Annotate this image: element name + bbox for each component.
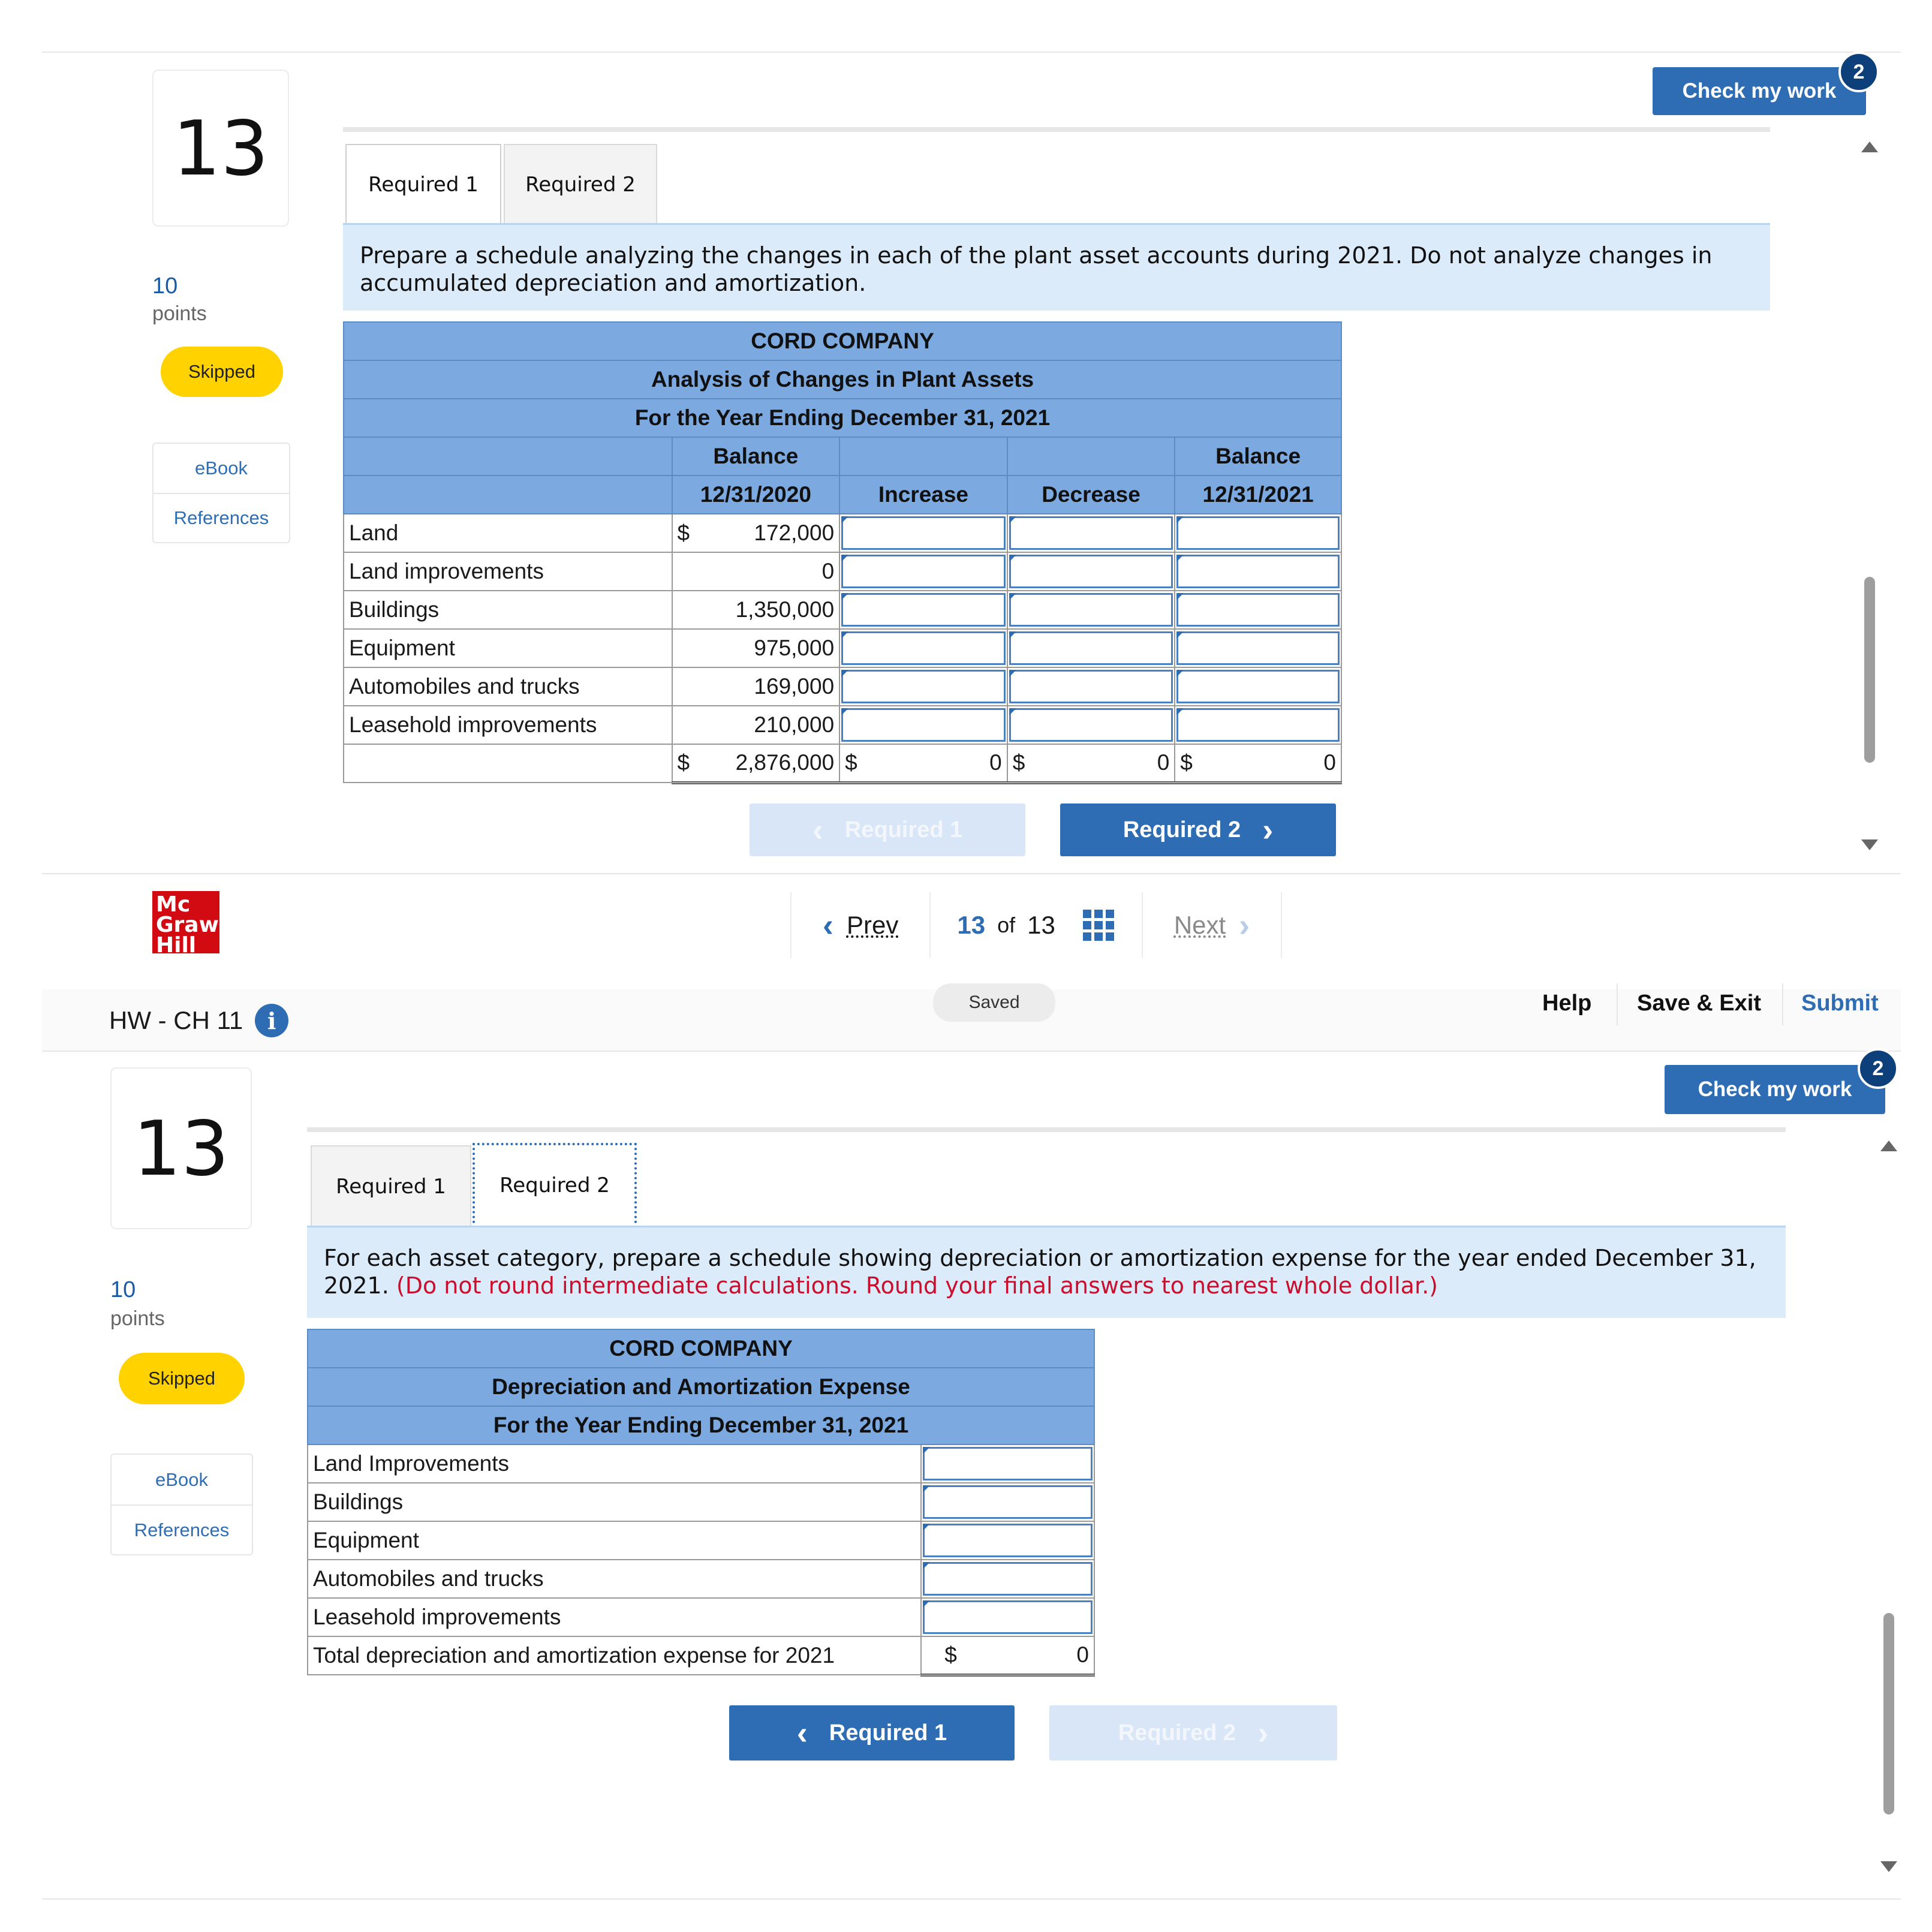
decrease-input[interactable] (1009, 593, 1173, 627)
ending-balance-input[interactable] (1176, 670, 1340, 703)
prev-button[interactable] (792, 907, 929, 944)
chevron-left-icon: ‹ (812, 812, 823, 848)
chevron-left-icon: ‹ (796, 1715, 808, 1751)
table-period: For the Year Ending December 31, 2021 (308, 1406, 1094, 1445)
plant-assets-table (343, 321, 1342, 784)
col-date-2021: 12/31/2021 (1175, 476, 1341, 514)
chevron-right-icon: › (1262, 812, 1274, 848)
expense-input[interactable] (923, 1485, 1093, 1519)
row-label: Equipment (308, 1521, 921, 1560)
currency-sign: $ (1180, 750, 1193, 775)
row-label: Automobiles and trucks (344, 667, 672, 706)
table-row (344, 591, 1341, 629)
totals-row (308, 1636, 1094, 1675)
references-link[interactable]: References (154, 493, 289, 542)
ending-balance-input[interactable] (1176, 708, 1340, 742)
assignment-title (109, 989, 288, 1052)
increase-input[interactable] (841, 708, 1006, 742)
next-label: Next (1173, 911, 1226, 939)
row-label: Buildings (344, 591, 672, 629)
table-subtitle: Analysis of Changes in Plant Assets (344, 360, 1341, 399)
scroll-down-icon[interactable] (1861, 839, 1878, 850)
resources-box (152, 443, 290, 543)
submit-link[interactable]: Submit (1801, 991, 1879, 1016)
increase-input[interactable] (841, 593, 1006, 627)
row-label: Land (344, 514, 672, 552)
points-value: 10 (152, 273, 178, 299)
row-label: Land improvements (344, 552, 672, 591)
currency-sign: $ (677, 520, 690, 545)
help-link[interactable]: Help (1542, 991, 1592, 1016)
increase-input[interactable] (841, 555, 1006, 588)
table-row (344, 706, 1341, 744)
ending-balance-input[interactable] (1176, 631, 1340, 665)
bottom-divider (42, 1898, 1901, 1900)
table-row (344, 629, 1341, 667)
points-value: 10 (110, 1277, 136, 1302)
balance-value: 1,350,000 (672, 591, 840, 629)
scroll-down-icon[interactable] (1880, 1861, 1897, 1872)
button-label: Required 2 (1118, 1720, 1236, 1746)
table-row (308, 1483, 1094, 1521)
required-1-nav-button[interactable] (729, 1705, 1015, 1761)
row-label: Land Improvements (308, 1445, 921, 1483)
check-count-badge: 2 (1858, 1048, 1898, 1089)
decrease-input[interactable] (1009, 708, 1173, 742)
total-increase: 0 (989, 750, 1002, 775)
table-title: CORD COMPANY (308, 1329, 1094, 1368)
scrollbar-thumb[interactable] (1883, 1613, 1894, 1814)
scrollbar-thumb[interactable] (1864, 577, 1875, 763)
total-balance: 2,876,000 (735, 750, 835, 775)
points-label: points (152, 302, 207, 325)
balance-value: 210,000 (672, 706, 840, 744)
of-label: of (997, 913, 1016, 937)
currency-sign: $ (845, 750, 857, 775)
balance-value: 172,000 (754, 520, 835, 545)
currency-sign: $ (677, 750, 690, 775)
total-pages: 13 (1027, 911, 1055, 939)
divider (1782, 983, 1783, 1025)
col-increase: Increase (839, 476, 1007, 514)
instruction-text: Prepare a schedule analyzing the changes in each of the plant asset accounts during 2021. Do not analyze changes in accumulated depreciation and amortization. (343, 223, 1770, 311)
current-page: 13 (957, 911, 986, 939)
chevron-right-icon: › (1257, 1715, 1269, 1751)
ending-balance-input[interactable] (1176, 593, 1340, 627)
row-label: Equipment (344, 629, 672, 667)
save-exit-link[interactable]: Save & Exit (1637, 991, 1761, 1016)
increase-input[interactable] (841, 516, 1006, 550)
prev-label: Prev (846, 911, 899, 939)
scroll-up-icon[interactable] (1861, 142, 1878, 152)
required-1-nav-button[interactable] (750, 804, 1025, 856)
depreciation-table (307, 1329, 1095, 1677)
total-decrease: 0 (1157, 750, 1170, 775)
table-row (308, 1598, 1094, 1636)
status-badge: Skipped (161, 347, 283, 397)
table-title: CORD COMPANY (344, 322, 1341, 360)
expense-input[interactable] (923, 1600, 1093, 1634)
question-pager (790, 892, 1282, 958)
next-button[interactable] (1143, 907, 1281, 944)
assignment-name: HW - CH 11 (109, 1006, 243, 1034)
col-date-2020: 12/31/2020 (672, 476, 840, 514)
chevron-left-icon: ‹ (823, 907, 833, 943)
table-row (344, 667, 1341, 706)
scroll-up-icon[interactable] (1880, 1140, 1897, 1151)
tab-required-1[interactable]: Required 1 (345, 144, 501, 224)
currency-sign: $ (1012, 750, 1025, 775)
grid-icon[interactable] (1082, 908, 1115, 942)
tab-required-2[interactable]: Required 2 (473, 1143, 637, 1228)
mcgraw-hill-logo: Mc Graw Hill (152, 891, 219, 953)
table-row (308, 1560, 1094, 1598)
table-row (308, 1445, 1094, 1483)
decrease-input[interactable] (1009, 516, 1173, 550)
total-expense: 0 (1076, 1642, 1089, 1668)
col-balance-start: Balance (672, 437, 840, 476)
increase-input[interactable] (841, 631, 1006, 665)
expense-input[interactable] (923, 1524, 1093, 1557)
table-subtitle: Depreciation and Amortization Expense (308, 1368, 1094, 1406)
resources-box (110, 1453, 253, 1555)
table-row (344, 514, 1341, 552)
increase-input[interactable] (841, 670, 1006, 703)
row-label: Buildings (308, 1483, 921, 1521)
decrease-input[interactable] (1009, 555, 1173, 588)
totals-row (344, 744, 1341, 783)
table-row (308, 1521, 1094, 1560)
button-label: Required 2 (1123, 817, 1241, 842)
ebook-link[interactable]: eBook (195, 458, 248, 479)
total-label: Total depreciation and amortization expense for 2021 (308, 1636, 921, 1675)
ebook-link[interactable]: eBook (155, 1468, 208, 1490)
page-indicator[interactable] (931, 908, 1141, 942)
tab-bar-top (307, 1127, 1786, 1132)
decrease-input[interactable] (1009, 670, 1173, 703)
table-period: For the Year Ending December 31, 2021 (344, 399, 1341, 437)
chevron-right-icon: › (1239, 907, 1250, 943)
divider (1617, 983, 1618, 1025)
question-number: 13 (152, 70, 289, 227)
col-decrease: Decrease (1007, 476, 1175, 514)
ending-balance-input[interactable] (1176, 516, 1340, 550)
required-2-nav-button[interactable] (1060, 804, 1336, 856)
balance-value: 169,000 (672, 667, 840, 706)
saved-status: Saved (933, 983, 1055, 1022)
check-my-work-button[interactable]: Check my work (1665, 1065, 1885, 1114)
tab-required-1[interactable]: Required 1 (311, 1145, 471, 1227)
tab-bar-top (343, 127, 1770, 132)
rounding-note: (Do not round intermediate calculations. Round your final answers to nearest whole dollar.) (396, 1272, 1438, 1299)
references-link[interactable]: References (112, 1504, 252, 1554)
expense-input[interactable] (923, 1562, 1093, 1596)
instruction-main: For each asset category, prepare a schedule showing depreciation or amortization expense for the year ended December 31, 2021. (324, 1245, 1756, 1299)
points-label: points (110, 1307, 165, 1330)
expense-input[interactable] (923, 1447, 1093, 1480)
button-label: Required 1 (829, 1720, 947, 1746)
row-label: Automobiles and trucks (308, 1560, 921, 1598)
ending-balance-input[interactable] (1176, 555, 1340, 588)
table-row (344, 552, 1341, 591)
row-label: Leasehold improvements (344, 706, 672, 744)
top-divider (42, 52, 1901, 53)
question-number: 13 (110, 1067, 252, 1229)
instruction-text (307, 1226, 1786, 1318)
panel-divider (42, 873, 1901, 874)
required-2-nav-button[interactable] (1049, 1705, 1337, 1761)
balance-value: 975,000 (672, 629, 840, 667)
tab-required-2[interactable]: Required 2 (504, 144, 657, 224)
col-balance-end: Balance (1175, 437, 1341, 476)
check-count-badge: 2 (1838, 52, 1879, 92)
decrease-input[interactable] (1009, 631, 1173, 665)
check-my-work-button[interactable]: Check my work (1653, 67, 1866, 115)
button-label: Required 1 (844, 817, 963, 842)
info-icon[interactable]: i (255, 1004, 288, 1037)
total-ending: 0 (1323, 750, 1336, 775)
currency-sign: $ (944, 1642, 957, 1668)
status-badge: Skipped (119, 1353, 245, 1404)
row-label: Leasehold improvements (308, 1598, 921, 1636)
balance-value: 0 (672, 552, 840, 591)
